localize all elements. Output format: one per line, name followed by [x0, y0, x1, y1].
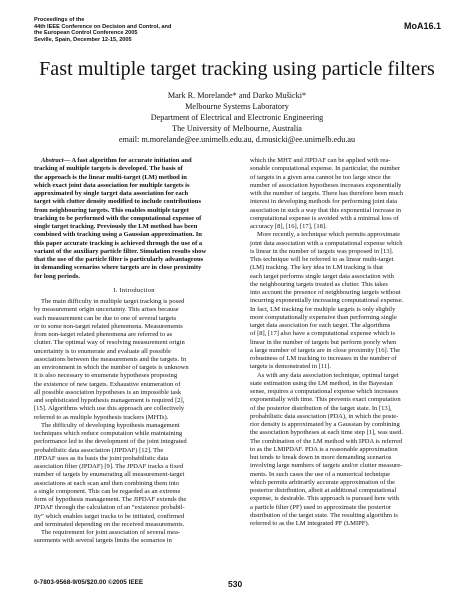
body-text-line: uncertainty is to enumerate and evaluate all possible: [34, 347, 171, 355]
body-text-line: [15]. Algorithms which use this approach are collectively: [34, 405, 185, 413]
body-text-line: is linear in the number of targets was proposed in [13].: [250, 247, 394, 255]
body-text-line: a single component. This can be regarded as an extreme: [34, 487, 181, 495]
section-heading-introduction: I. Introduction: [113, 286, 155, 294]
body-text-line: associations between the measurements and the targets. In: [34, 355, 187, 363]
body-text-line: state estimation using the LM method, in the Bayesian: [250, 379, 393, 387]
body-text-line: all possible association hypotheses is an impossible task: [34, 388, 182, 396]
body-text-line: a particle filter (PF) used to approximate the posterior: [250, 503, 392, 511]
body-text-line: performance led to the development of the joint integrated: [34, 438, 187, 446]
body-text-line: sense, requires a computational expense which increases: [250, 388, 399, 395]
body-text-line: The combination of the LM method with IPDA is referred: [250, 437, 403, 445]
body-text-line: an environment in which the number of targets is unknown: [34, 364, 189, 371]
body-text-line: each target performs single target data association with: [250, 272, 394, 280]
body-text-line: robustness of LM tracking to increases in the number of: [250, 355, 397, 362]
body-text-line: sonable computational expense. In particular, the number: [250, 165, 400, 173]
body-text-line: the existence of new targets. Exhaustive enumeration of: [34, 380, 181, 388]
body-text-line: targets is demonstrated in [11].: [250, 363, 331, 371]
author-line: Department of Electrical and Electronic Engineering: [150, 112, 324, 122]
body-text-line: more computationally expensive than performing single: [250, 313, 397, 321]
abstract-line: in demanding scenarios where targets are in close proximity: [34, 264, 202, 272]
intro-paragraph-1: [34, 298, 234, 422]
body-text-line: exponentially with time. This prevents exact computation: [250, 396, 401, 404]
author-line: Mark R. Morelande* and Darko Mušicki*: [167, 91, 307, 100]
body-text-line: techniques which reduce computation while maintaining: [34, 430, 183, 437]
abstract-line: [34, 157, 234, 165]
body-text-line: referred to as multiple hypothesis trackers (MHTs).: [34, 413, 169, 421]
body-text-line: computational expense is avoided with a minimal loss of: [250, 214, 399, 222]
proceedings-line: Seville, Spain, December 12-15, 2005: [34, 36, 132, 43]
body-text-line: involving large numbers of targets and/or clutter measure-: [250, 462, 403, 470]
body-text-line: linear in the number of targets but perform poorly when: [250, 338, 397, 346]
body-text-line: the neighbouring targets treated as clutter. This takes: [250, 280, 388, 288]
abstract-line: that the use of the particle filter is particularly advantageous: [34, 256, 204, 263]
abstract: [34, 157, 234, 281]
body-text-line: JIPDAF uses as its basis the joint probabilistic data: [34, 454, 169, 462]
body-text-line: ments. In such cases the use of a numerical technique: [250, 470, 390, 478]
body-text-line: into account the presence of neighbouring targets without: [250, 289, 401, 296]
body-text-line: The difficulty of developing hypothesis management: [41, 421, 180, 429]
body-text-line: a large number of targets are in close proximity [16]. The: [250, 346, 400, 354]
session-code: MoA16.1: [403, 21, 441, 31]
proceedings-line: the European Control Conference 2005: [34, 30, 138, 37]
body-text-line: As with any data association technique, optimal target: [257, 371, 399, 379]
body-text-line: rior density is approximated by a Gaussian by combining: [250, 421, 400, 428]
body-text-line: association in such a way that this exponential increase in: [250, 206, 402, 214]
body-text-line: number of association hypotheses increases exponentially: [250, 181, 402, 189]
body-text-line: surements with several targets limits the scenarios in: [34, 537, 172, 545]
body-text-line: each measurement can be due to one of several targets: [34, 314, 177, 322]
intro-paragraph-2: [34, 422, 234, 529]
body-text-line: from non-target related phenomena are referred to as: [34, 331, 173, 338]
body-text-line: it is also necessary to enumerate hypotheses proposing: [34, 372, 178, 380]
abstract-line: variant of the auxiliary particle filter. Simulation results show: [34, 247, 207, 255]
body-text-line: association filter (JPDAF) [9]. The JPDAF tracks a fixed: [34, 463, 184, 470]
left-column: [34, 157, 234, 546]
body-text-line: and sophisticated hypothesis management is required [2],: [34, 397, 185, 404]
intro-paragraph-3: [34, 529, 234, 546]
body-text-line: and terminated depending on the received measurements.: [34, 520, 185, 528]
body-text-line: which the MHT and JIPDAF can be applied with rea-: [250, 157, 391, 164]
body-text-line: More recently, a technique which permits approximate: [257, 231, 401, 239]
body-text-line: interest in developing methods for performing joint data: [250, 198, 398, 206]
body-text-line: by measurement origin uncertainty. This arises because: [34, 306, 179, 314]
right-column: [250, 157, 450, 528]
proceedings-header: [34, 17, 294, 43]
paper-title: Fast multiple target tracking using particle filters: [39, 58, 435, 80]
body-text-line: of targets in a given area cannot be too large since the: [250, 173, 391, 181]
body-text-line: accuracy [8], [16], [17], [18].: [250, 223, 327, 230]
body-text-line: probabilistic data association (JIPDAF) [12]. The: [34, 446, 164, 454]
body-text-line: ity” which enables target tracks to be initiated, confirmed: [34, 512, 185, 520]
abstract-line: this paper accurate tracking is achieved through the use of a: [34, 239, 203, 247]
body-text-line: form of hypothesis management. The JIPDAF extends the: [34, 496, 187, 503]
abstract-line: approximated by single target data association for each: [34, 190, 189, 197]
page-number: 530: [228, 579, 243, 589]
body-text-line: with the number of targets. There has therefore been much: [250, 190, 404, 197]
body-text-line: or to some non-target related phenomena. Measurements: [34, 322, 183, 330]
body-text-line: The main difficulty in multiple target tracking is posed: [41, 298, 185, 305]
abstract-line: target with clutter density modified to include contributions: [34, 198, 201, 206]
body-text-line: joint data association with a computational expense which: [250, 239, 403, 247]
body-text-line: of [8], [17] also have a computational expense which is: [250, 330, 396, 338]
abstract-text: — A fast algorithm for accurate initiation and: [63, 157, 192, 164]
abstract-label: Abstract: [41, 157, 64, 164]
body-text-line: of the posterior distribution of the target state. In [13],: [250, 404, 392, 412]
right-paragraph-3: [250, 372, 450, 529]
body-text-line: posterior distribution, albeit at additional computational: [250, 487, 397, 494]
body-text-line: target data association for each target. The algorithms: [250, 322, 391, 329]
body-text-line: JPDAF through the calculation of an “existence probabil-: [34, 504, 185, 512]
body-text-line: expense, is desirable. This approach is pursued here with: [250, 495, 399, 503]
body-text-line: clutter. The optimal way of resolving measurement origin: [34, 339, 185, 347]
abstract-line: for long periods.: [34, 272, 80, 280]
body-text-line: which permits arbitrarily accurate approximation of the: [250, 478, 396, 486]
body-text-line: to as the LMIPDAF. PDA is a reasonable approximation: [250, 445, 398, 453]
body-text-line: but tends to break down in more demanding scenarios: [250, 454, 392, 461]
body-text-line: the association hypotheses at each time step [1], was used.: [250, 429, 403, 437]
abstract-line: tracking to be performed with the computational expense of: [34, 214, 202, 222]
proceedings-line: 44th IEEE Conference on Decision and Control, and: [34, 23, 172, 30]
body-text-line: distribution of the target state. The resulting algorithm is: [250, 511, 398, 519]
body-text-line: The requirement for joint association of several mea-: [41, 529, 181, 536]
body-text-line: In fact, LM tracking for multiple targets is only slightly: [250, 305, 396, 313]
author-line: email: m.morelande@ee.unimelb.edu.au, d.musicki@ee.unimelb.edu.au: [118, 134, 356, 144]
abstract-line: which exact joint data association for multiple targets is: [34, 181, 190, 189]
abstract-line: combined with tracking using a Gaussian approximation. In: [34, 231, 202, 239]
body-text-line: This technique will be referred to as linear multi-target: [250, 256, 394, 263]
author-block: [0, 91, 474, 146]
body-text-line: incurring exponentially increasing computational expense.: [250, 297, 404, 305]
author-line: The University of Melbourne, Australia: [172, 123, 302, 133]
abstract-line: single target tracking. Previously the LM method has been: [34, 223, 198, 230]
abstract-line: tracking of multiple targets is developed. The basis of: [34, 165, 183, 173]
proceedings-line: Proceedings of the: [34, 17, 85, 23]
abstract-line: the approach is the linear multi-target (LM) method in: [34, 173, 187, 181]
isbn-copyright: 0-7803-9568-9/05/$20.00 ©2005 IEEE: [34, 579, 144, 586]
body-text-line: referred to as the LM integrated PF (LMIPF).: [250, 520, 370, 527]
abstract-line: from neighbouring targets. This enables multiple target: [34, 206, 189, 214]
body-text-line: number of targets by enumerating all measurement-target: [34, 471, 185, 479]
right-paragraph-2: [250, 231, 450, 371]
body-text-line: probabilistic data association (PDA), in which the poste-: [250, 412, 399, 420]
right-paragraph-1: [250, 157, 450, 231]
body-text-line: (LM) tracking. The key idea in LM tracking is that: [250, 264, 383, 272]
body-text-line: associations at each scan and then combining them into: [34, 479, 180, 487]
author-line: Melbourne Systems Laboratory: [185, 101, 289, 111]
